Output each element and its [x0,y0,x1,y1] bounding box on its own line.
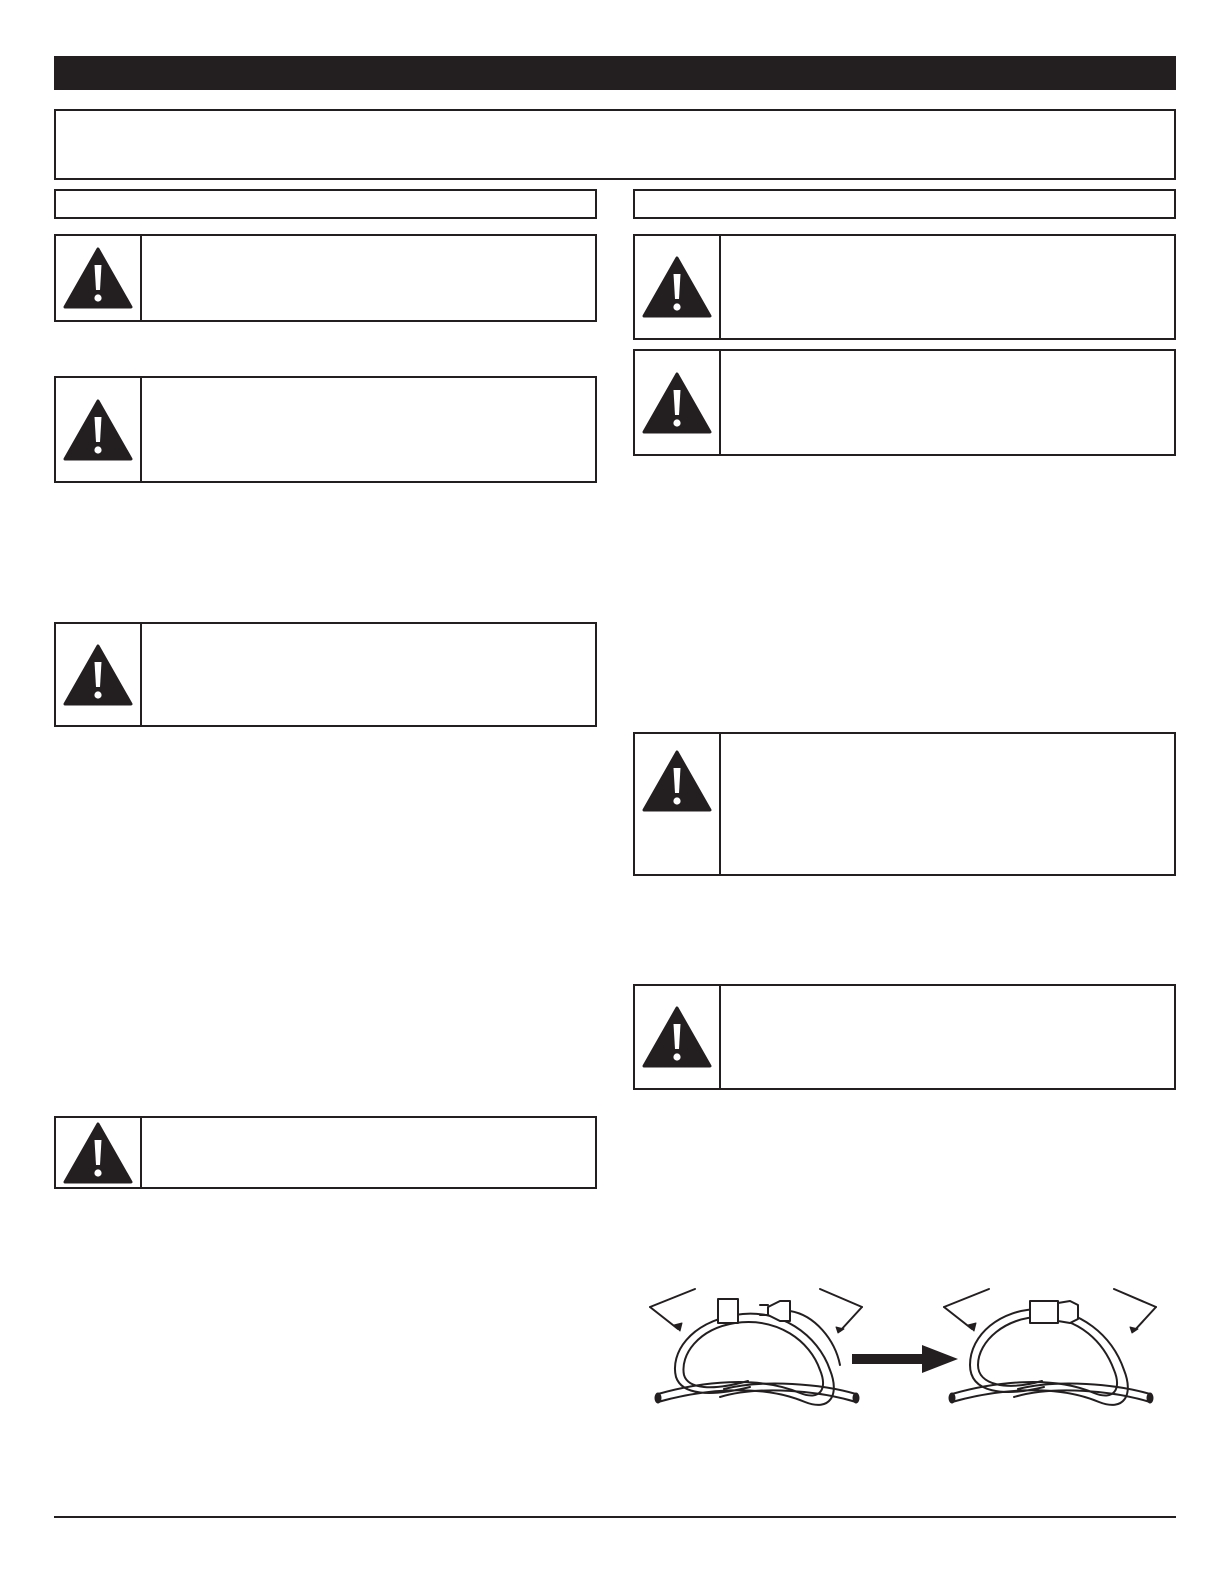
warning-icon-cell [635,236,721,338]
warning-icon-cell [635,734,721,874]
warning-triangle-icon [63,1122,133,1184]
warning-box [633,984,1176,1090]
warning-text [721,236,1174,338]
left-column-heading [54,189,597,219]
footer-rule [54,1516,1176,1518]
warning-triangle-icon [642,372,712,434]
warning-text [142,1118,595,1187]
warning-box [633,349,1176,456]
warning-text [142,236,595,320]
warning-text [721,986,1174,1088]
warning-box [633,732,1176,876]
intro-box [54,109,1176,180]
warning-icon-cell [56,236,142,320]
right-arrow-icon [852,1345,958,1373]
right-column-heading [633,189,1176,219]
cord-pair-connected [944,1289,1156,1405]
warning-box [54,234,597,322]
warning-icon-cell [635,351,721,454]
warning-icon-cell [56,624,142,725]
warning-triangle-icon [642,750,712,812]
warning-icon-cell [56,378,142,481]
header-bar [54,56,1176,90]
warning-box [54,1116,597,1189]
warning-box [633,234,1176,340]
warning-text [142,624,595,725]
warning-text [142,378,595,481]
cord-knot-illustration [640,1285,1176,1420]
warning-text [721,351,1174,454]
warning-text [721,734,1174,874]
cord-pair-disconnected [650,1289,862,1405]
warning-icon-cell [635,986,721,1088]
warning-icon-cell [56,1118,142,1187]
warning-triangle-icon [63,247,133,309]
warning-triangle-icon [63,644,133,706]
warning-box [54,622,597,727]
warning-triangle-icon [642,1006,712,1068]
cord-knot-figure [640,1285,1176,1420]
warning-triangle-icon [642,256,712,318]
warning-box [54,376,597,483]
warning-triangle-icon [63,399,133,461]
